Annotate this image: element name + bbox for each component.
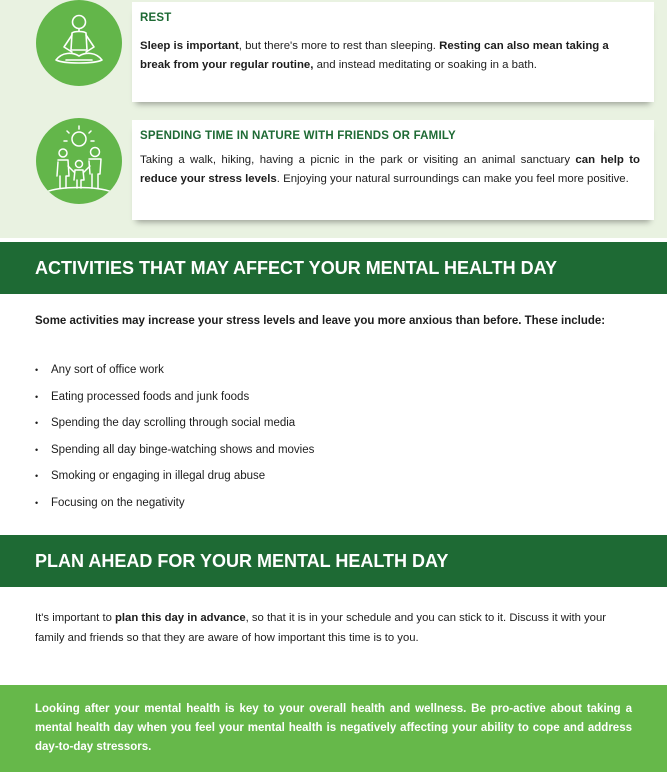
rest-card	[132, 2, 654, 102]
meditation-icon	[36, 0, 122, 86]
list-item: • Focusing on the negativity	[35, 495, 314, 522]
list-item: • Any sort of office work	[35, 362, 314, 389]
callout-box: Looking after your mental health is key to your overall health and wellness. Be pro-active about taking a mental health day when you feel your mental health is negatively affecting your ability to cope and address day-to-day stressors.	[0, 685, 667, 772]
nature-text: Taking a walk, hiking, having a picnic in the park or visiting an animal sanctuary can help to reduce your stress levels. Enjoying your natural surroundings can make you feel more positive.	[140, 154, 640, 185]
list-item: • Spending all day binge-watching shows and movies	[35, 442, 314, 469]
nature-card	[132, 120, 654, 220]
nature-title: SPENDING TIME IN NATURE WITH FRIENDS OR FAMILY	[140, 130, 456, 142]
family-nature-icon	[36, 118, 122, 204]
activities-heading: ACTIVITIES THAT MAY AFFECT YOUR MENTAL HEALTH DAY	[0, 242, 667, 294]
plan-heading: PLAN AHEAD FOR YOUR MENTAL HEALTH DAY	[0, 535, 667, 587]
list-item: • Spending the day scrolling through social media	[35, 415, 314, 442]
plan-text: It's important to plan this day in advance, so that it is in your schedule and you can stick to it. Discuss it with your family and friends so that they are aware of how important this time is to you.	[35, 612, 607, 644]
activities-list	[35, 362, 314, 521]
rest-text: Sleep is important, but there's more to rest than sleeping. Resting can also mean taking a break from your regular routine, and instead meditating or soaking in a bath.	[140, 40, 609, 71]
activities-intro: Some activities may increase your stress levels and leave you more anxious than before. These include:	[35, 315, 606, 327]
list-item: • Smoking or engaging in illegal drug abuse	[35, 468, 314, 495]
rest-title: REST	[140, 12, 172, 24]
list-item: • Eating processed foods and junk foods	[35, 389, 314, 416]
